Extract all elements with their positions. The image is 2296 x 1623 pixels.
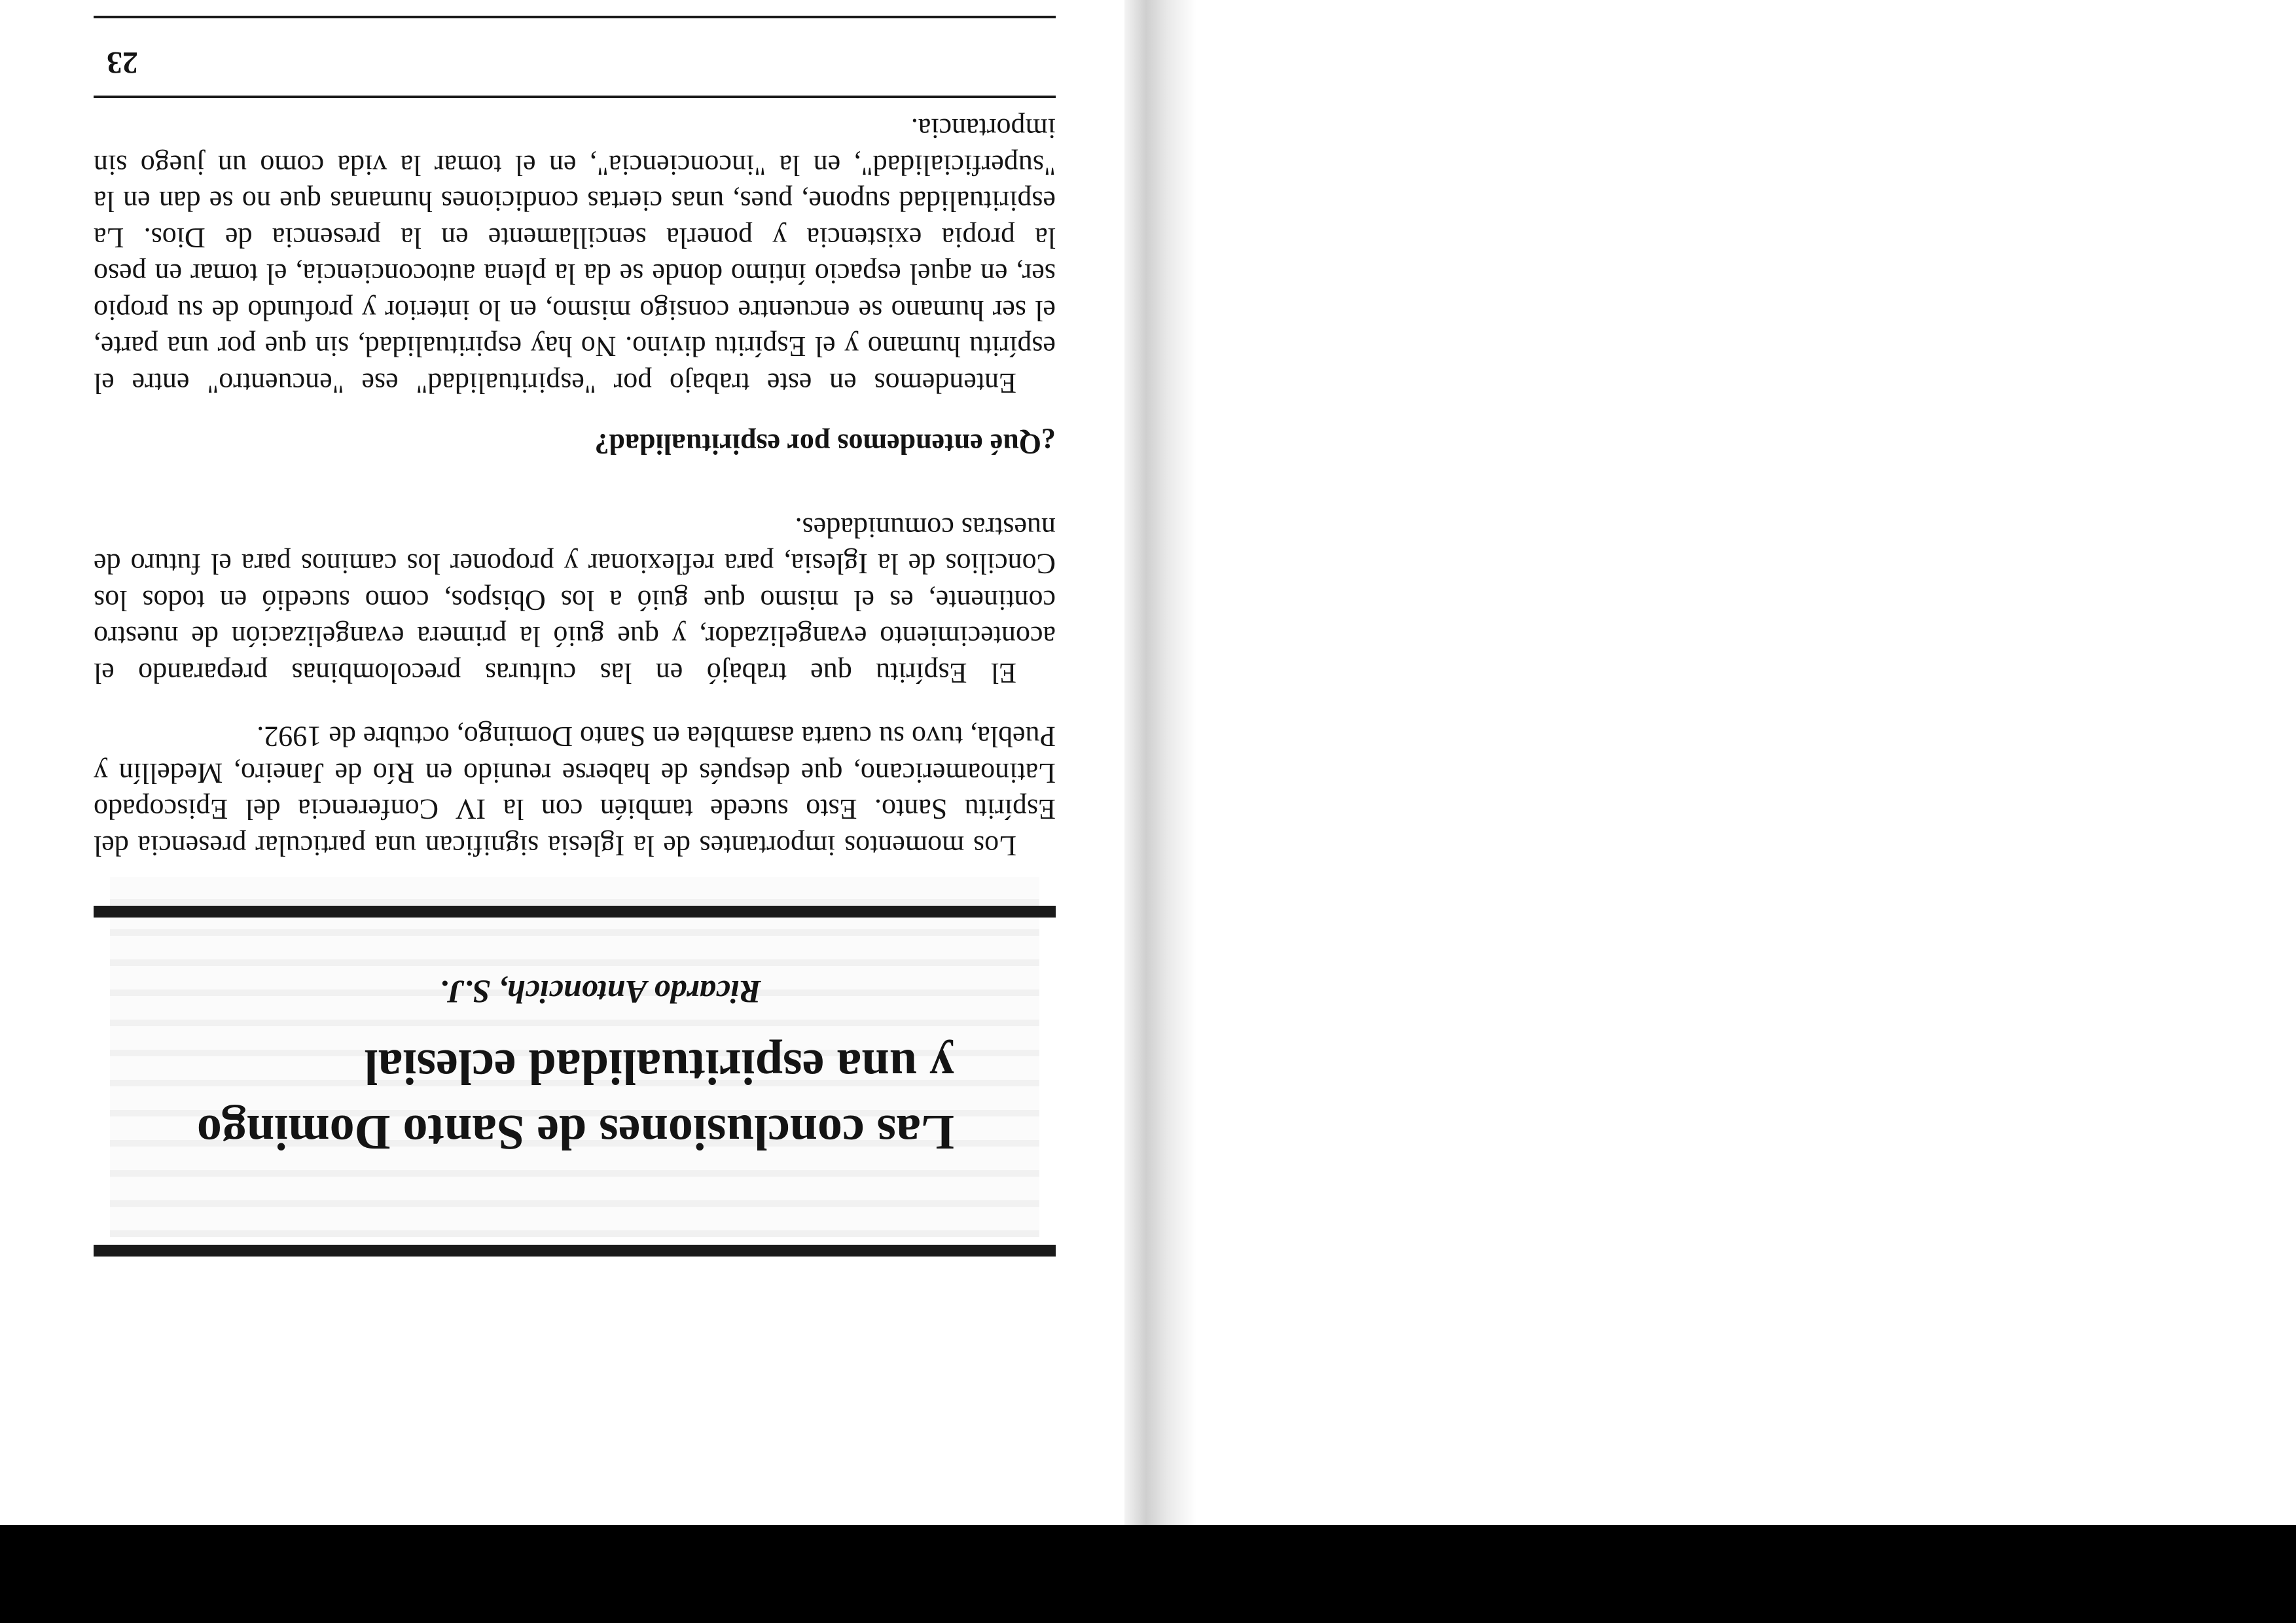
title-top-rule (94, 1245, 1056, 1257)
title-line-1: Las conclusiones de Santo Domingo (196, 1105, 954, 1160)
paragraph-2: El Espíritu que trabajó en las culturas precolombinas preparando el acontecimiento evangelizador, y que guió la primera evangelización de nuestro continente, es el mismo que guió a los Obispos, como sucedió en todos los Concilios de la Iglesia, para reflexionar y proponer los caminos para el futuro de nuestras comunidades. (94, 512, 1056, 689)
paragraph-1: Los momentos importantes de la Iglesia significan una particular presencia del Espíritu Santo. Esto sucede también con la IV Conferencia del Episcopado Latinoamericano, que después de haberse reunido en Río de Janeiro, Medellín y Puebla, tuvo su cuarta asamblea en Santo Domingo, octubre de 1992. (94, 721, 1056, 862)
section-heading: ¿Qué entendemos por espiritualidad? (594, 428, 1056, 461)
title-line-2: y una espiritualidad eclesial (364, 1039, 954, 1094)
title-bottom-rule (94, 906, 1056, 918)
footer-bottom-rule (94, 16, 1056, 18)
section-paragraph: Entendemos en este trabajo por "espiritualidad" ese "encuentro" entre el espíritu humano y el Espíritu divino. No hay espiritualidad, sin que por una parte, el ser humano se encuentre consigo mismo, en lo interior y profundo de su propio ser, en aquel espacio íntimo donde se da la plena autoconciencia, el tomar en peso la propia existencia y ponerla sencillamente en la presencia de Dios. La espiritualidad supone, pues, unas ciertas condiciones humanas que no se dan en la "superficialidad", en la "inconciencia", en el tomar la vida como un juego sin importancia. (94, 113, 1056, 399)
article-body (94, 83, 1056, 864)
article-title (103, 1034, 954, 1165)
blank-page (1161, 0, 2296, 1525)
text-page (0, 0, 1161, 1525)
page-number: 23 (107, 45, 138, 80)
footer-top-rule (94, 96, 1056, 98)
page-content (94, 0, 1056, 1525)
article-author: Ricardo Antoncich, S.J. (439, 974, 761, 1010)
book-gutter (1124, 0, 1196, 1525)
